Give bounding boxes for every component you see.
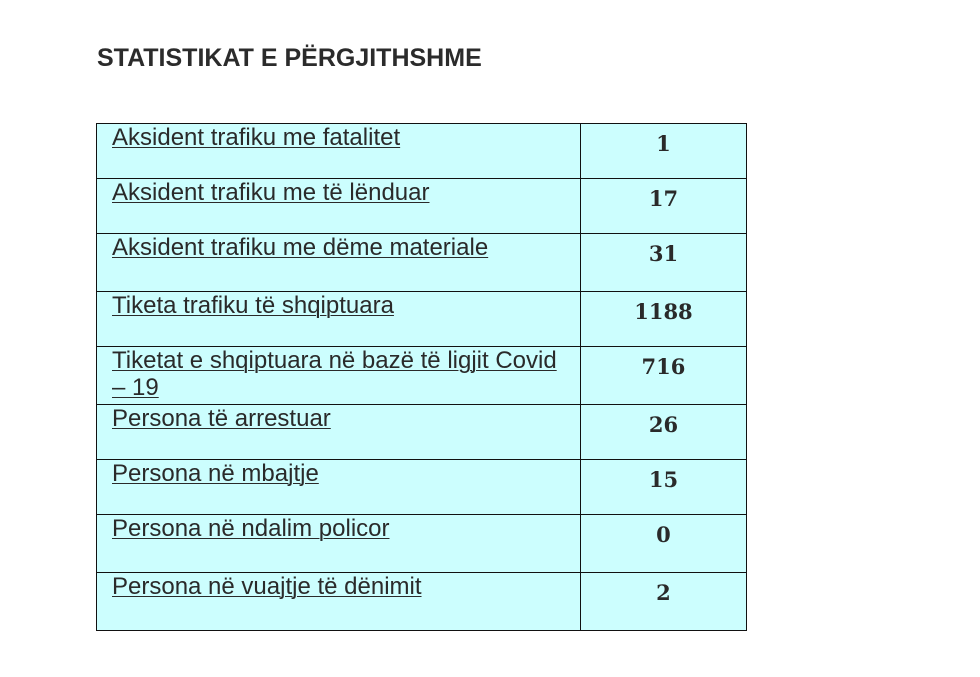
table-row [97, 573, 747, 631]
row-value-cell [580, 347, 746, 405]
row-value: 26 [648, 412, 679, 437]
row-label-cell [97, 515, 581, 573]
row-value: 17 [648, 186, 679, 211]
row-label-cell [97, 347, 581, 405]
row-value-cell [580, 515, 746, 573]
row-value-cell [580, 292, 746, 347]
row-value-cell [580, 573, 746, 631]
row-value-cell [580, 179, 746, 234]
row-label-cell [97, 460, 581, 515]
row-label-cell [97, 234, 581, 292]
row-label-link[interactable]: Tiketa trafiku të shqiptuara [112, 292, 394, 319]
row-label-cell [97, 405, 581, 460]
row-value: 2 [656, 580, 671, 605]
table-row [97, 347, 747, 405]
row-label-link[interactable]: Aksident trafiku me fatalitet [112, 124, 401, 151]
statistics-table [96, 123, 747, 631]
row-value-cell [580, 234, 746, 292]
row-label-link[interactable]: Aksident trafiku me të lënduar [112, 179, 430, 206]
row-label-cell [97, 124, 581, 179]
row-label-link[interactable]: Persona të arrestuar [112, 405, 331, 432]
row-value-cell [580, 405, 746, 460]
table-row [97, 460, 747, 515]
row-label-link[interactable]: Tiketat e shqiptuara në bazë të ligjit Covid – 19 [112, 347, 557, 401]
row-value: 716 [641, 354, 686, 379]
page-title: STATISTIKAT E PËRGJITHSHME [97, 44, 482, 72]
row-value: 31 [648, 241, 679, 266]
row-value: 0 [656, 522, 671, 547]
row-value-cell [580, 460, 746, 515]
table-row [97, 515, 747, 573]
table-row [97, 179, 747, 234]
row-label-link[interactable]: Aksident trafiku me dëme materiale [112, 234, 489, 261]
table-row [97, 234, 747, 292]
table-row [97, 405, 747, 460]
row-label-cell [97, 292, 581, 347]
table-row [97, 292, 747, 347]
row-value: 15 [648, 467, 679, 492]
row-label-cell [97, 179, 581, 234]
row-label-link[interactable]: Persona në mbajtje [112, 460, 319, 487]
row-value: 1 [656, 131, 671, 156]
row-value-cell [580, 124, 746, 179]
row-label-link[interactable]: Persona në ndalim policor [112, 515, 390, 542]
table-row [97, 124, 747, 179]
row-label-cell [97, 573, 581, 631]
row-value: 1188 [634, 299, 693, 324]
row-label-link[interactable]: Persona në vuajtje të dënimit [112, 573, 422, 600]
